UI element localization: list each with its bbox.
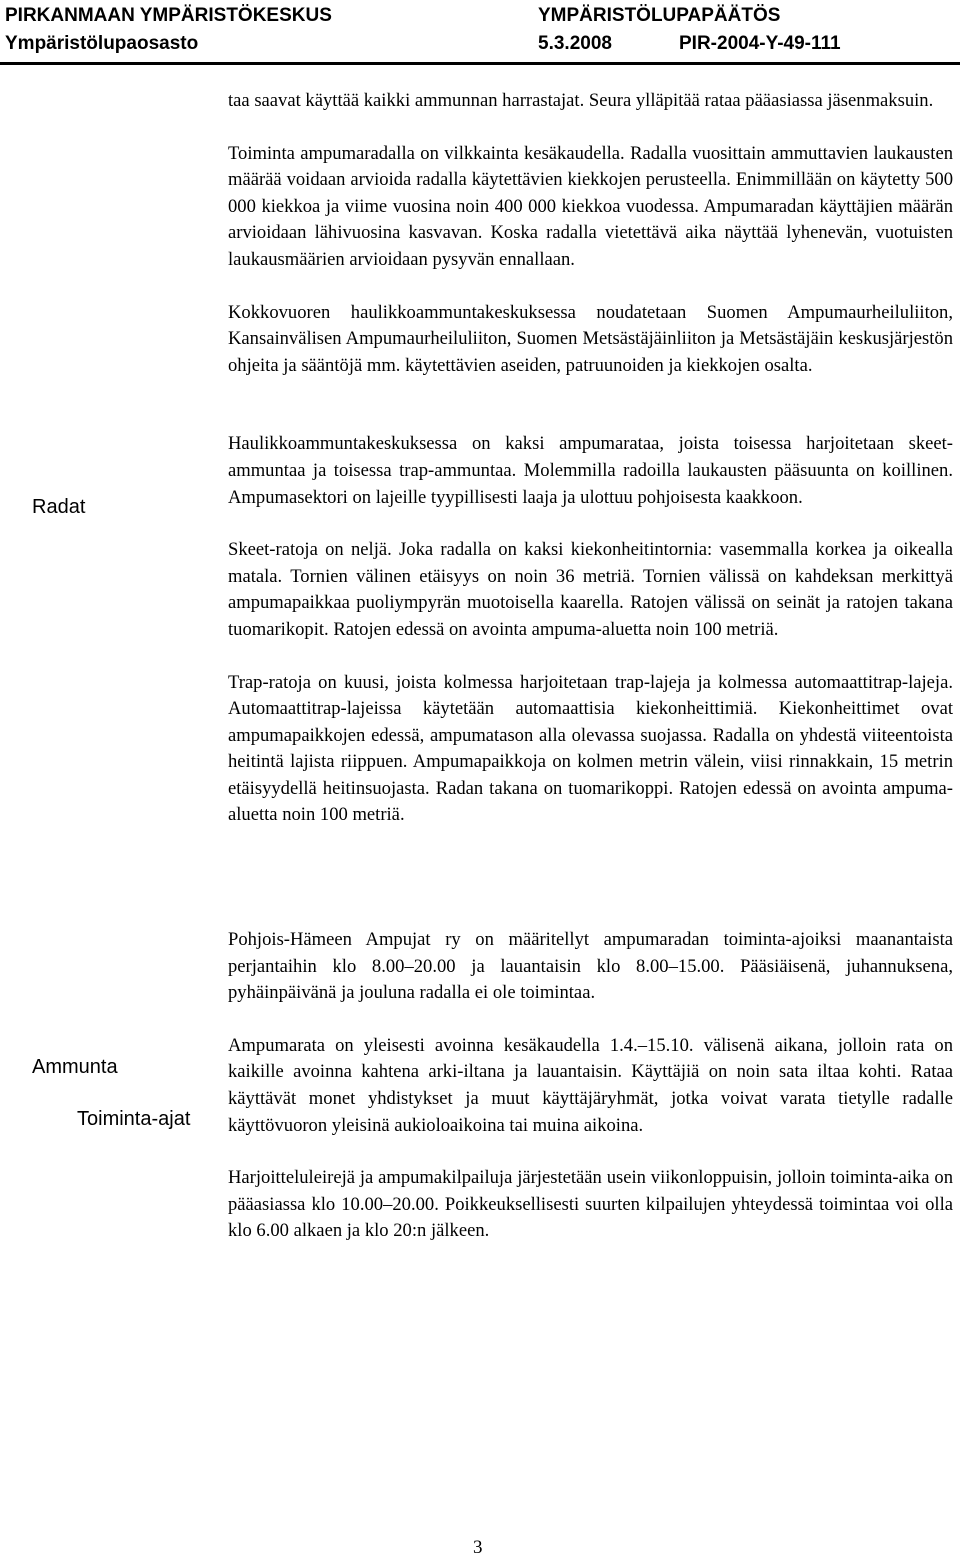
- paragraph: Ampumarata on yleisesti avoinna kesäkaudella 1.4.–15.10. välisenä aikana, jolloin rata on kaikille avoinna kahtena arki-iltana ja lauantaisin. Käyttäjiä on noin sata iltaa kohti. Rataa käyttävät monet yhdistykset ja muut käyttäjäryhmät, jotka voivat varata tietylle radalle käyttövuoron yleisinä aukioloaikoina tai muina aikoina.: [228, 1034, 953, 1136]
- header-reference: PIR-2004-Y-49-111: [679, 33, 841, 54]
- header-unit: Ympäristölupaosasto: [5, 33, 199, 54]
- document-body: [228, 88, 953, 1245]
- paragraph: Toiminta ampumaradalla on vilkkainta kesäkaudella. Radalla vuosittain ammuttavien laukausten määrää voidaan arvioida radalla käytettävien kiekkojen perusteella. Enimmillään on käytetty 500 000 kiekkoa ja viime vuosina noin 400 000 kiekkoa vuodessa. Ampumaradan käyttäjien määrän arvioidaan lähivuosina kasvavan. Koska radalla vietettävä aika näyttää lyhenevän, vuotuisten laukausmäärien arvioidaan pysyvän ennallaan.: [228, 142, 953, 270]
- margin-label-radat: Radat: [32, 496, 86, 518]
- paragraph: Haulikkoammuntakeskuksessa on kaksi ampumarataa, joista toisessa harjoitetaan skeet-ammuntaa ja toisessa trap-ammuntaa. Molemmilla radoilla laukausten pääsuunta on koillinen. Ampumasektori on lajeille tyypillisesti laaja ja ulottuu pohjoisesta kaakkoon.: [228, 433, 953, 508]
- margin-label-toiminta-ajat: Toiminta-ajat: [77, 1108, 191, 1130]
- paragraph: Skeet-ratoja on neljä. Joka radalla on kaksi kiekonheitintornia: vasemmalla korkea ja oikealla matala. Tornien välinen etäisyys on noin 36 metriä. Tornien välissä on kahdeksan merkittyä ampumapaikkaa puoliympyrän muotoisella kaarella. Ratojen välissä on seinät ja ratojen takana tuomarikopit. Ratojen edessä on avointa ampuma-aluetta noin 100 metriä.: [228, 539, 953, 640]
- header-date: 5.3.2008: [538, 33, 612, 54]
- margin-label-ammunta: Ammunta: [32, 1056, 118, 1078]
- header-document-type: YMPÄRISTÖLUPAPÄÄTÖS: [538, 5, 781, 26]
- paragraph: Trap-ratoja on kuusi, joista kolmessa harjoitetaan trap-lajeja ja kolmessa automaattitrap-lajeja. Automaattitrap-lajeissa käytetään automaattisia kiekonheittimiä. Kiekonheittimet ovat ampumapaikkojen edessä, ampumatason alla olevassa suojassa. Radalla on yhdestä viiteentoista heitintä lajista riippuen. Ampumapaikkoja on kolmen metrin välein, viisi rinnakkain, 15 metrin etäisyydellä heitinsuojasta. Radan takana on tuomarikoppi. Ratojen edessä on avointa ampuma-aluetta noin 100 metriä.: [228, 671, 953, 826]
- paragraph: taa saavat käyttää kaikki ammunnan harrastajat. Seura ylläpitää rataa pääasiassa jäsenmaksuin.: [228, 90, 934, 111]
- paragraph: Pohjois-Hämeen Ampujat ry on määritellyt ampumaradan toiminta-ajoiksi maanantaista perjantaihin klo 8.00–20.00 ja lauantaisin klo 8.00–15.00. Pääsiäisenä, juhannuksena, pyhäinpäivänä ja jouluna radalla ei ole toimintaa.: [228, 929, 953, 1004]
- document-header: [0, 0, 960, 62]
- paragraph: Harjoitteluleirejä ja ampumakilpailuja järjestetään usein viikonloppuisin, jolloin toiminta-aika on pääasiassa klo 10.00–20.00. Poikkeuksellisesti suurten kilpailujen yhteydessä toimintaa voi olla klo 6.00 alkaen ja klo 20:n jälkeen.: [228, 1167, 953, 1242]
- header-organization: PIRKANMAAN YMPÄRISTÖKESKUS: [5, 5, 332, 26]
- header-divider: [0, 62, 960, 65]
- page-number: 3: [473, 1537, 483, 1558]
- paragraph: Kokkovuoren haulikkoammuntakeskuksessa noudatetaan Suomen Ampumaurheiluliiton, Kansainvälisen Ampumaurheiluliiton, Suomen Metsästäjäinliiton ja Metsästäjäin keskusjärjestön ohjeita ja sääntöjä mm. käytettävien aseiden, patruunoiden ja kiekkojen osalta.: [228, 301, 953, 376]
